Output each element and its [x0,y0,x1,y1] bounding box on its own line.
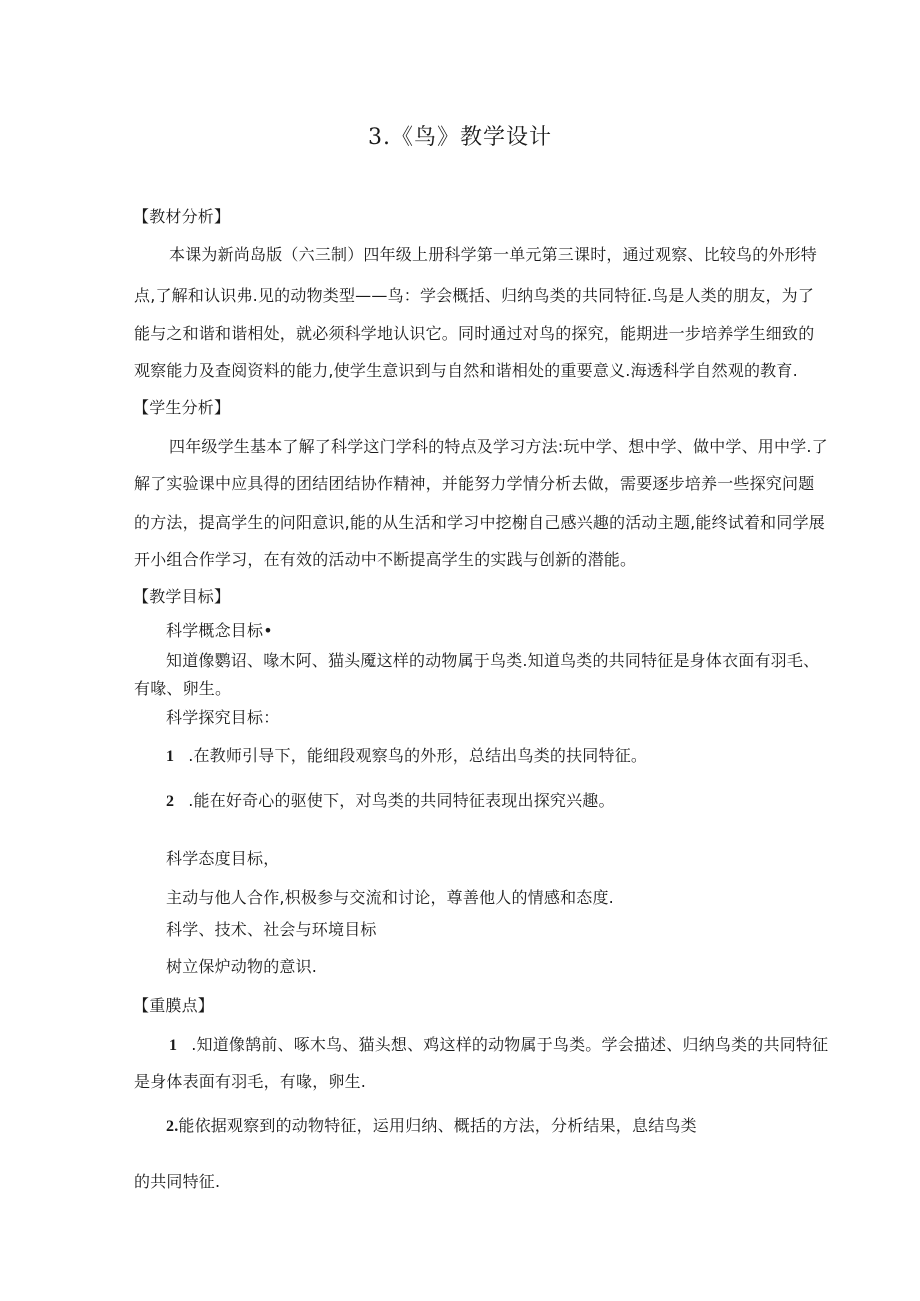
paragraph-line: 四年级学生基本了解了科学这门学科的特点及学习方法:玩中学、想中学、做中学、用中学.了 [169,437,828,456]
section-heading-material: 【教材分析】 [133,207,231,226]
item-number: 2 [166,793,175,810]
item-number: 1 [166,748,175,765]
concept-goal-line: 知道像鹦诏、喙木阿、猫头魇这样的动物属于鸟类.知道鸟类的共同特征是身体衣面有羽毛、 [166,651,820,670]
item-text: 能依据观察到的动物特征，运用归纳、概括的方法，分析结果，息结鸟类 [178,1116,697,1135]
paragraph-line: 的方法，提高学生的问阳意识,能的从生活和学习中挖榭自己感兴趣的活动主题,能终试着和同学展 [134,513,825,532]
paragraph-line: 本课为新尚岛版（六三制）四年级上册科学第一单元第三课时，通过观察、比较鸟的外形特 [169,245,818,264]
key-point-line: 的共同特征. [134,1172,221,1191]
concept-goal-label: 科学概念目标• [166,621,273,640]
inquiry-goal-item [166,746,647,767]
key-point-item [169,1035,828,1056]
inquiry-goal-label: 科学探究目标： [166,708,280,727]
key-point-item [166,1116,697,1137]
section-heading-student: 【学生分析】 [133,398,231,417]
section-heading-key: 【重膜点】 [133,996,215,1015]
item-number: 1 [169,1037,178,1054]
section-heading-goals: 【教学目标】 [133,587,231,606]
item-text: .知道像鹄前、啄木鸟、猫头想、鸡这样的动物属于鸟类。学会描述、归纳鸟类的共同特征 [191,1035,829,1054]
paragraph-line: 能与之和谐和谐相处，就必须科学地认识它。同时通过对鸟的探究，能期进一步培养学生细致的 [134,324,815,343]
attitude-goal-label: 科学态度目标， [166,849,280,868]
inquiry-goal-item [166,791,615,812]
attitude-goal-text: 主动与他人合作,枳极参与交流和讨论，尊善他人的情感和态度. [166,888,614,907]
key-point-line: 是身体表面有羽毛，有喙，卵生. [134,1072,367,1091]
concept-goal-line: 有喙、卵生。 [134,679,232,698]
sts-goal-text: 树立保炉动物的意识. [166,957,318,976]
item-text: .在教师引导下，能细段观察鸟的外形，总结出鸟类的扶同特征。 [188,746,648,765]
paragraph-line: 观察能力及查阅资料的能力,使学生意识到与自然和谐相处的重要意义.海透科学自然观的教育. [134,361,798,380]
paragraph-line: 点,了解和认识弗.见的动物类型——鸟：学会概括、归纳鸟类的共同特征.鸟是人类的朋友，为了 [134,286,815,305]
paragraph-line: 开小组合作学习，在有效的活动中不断提高学生的实践与创新的潜能。 [134,550,637,569]
item-text: .能在好奇心的驱使下，对鸟类的共同特征表现出探究兴趣。 [188,791,615,810]
document-title: 3.《鸟》教学设计 [368,125,552,150]
sts-goal-label: 科学、技术、社会与环境目标 [166,920,377,939]
item-number: 2. [166,1118,179,1135]
paragraph-line: 解了实验课中应具得的团结团结协作精神，并能努力学情分析去做，需要逐步培养一些探究问题 [134,474,815,493]
